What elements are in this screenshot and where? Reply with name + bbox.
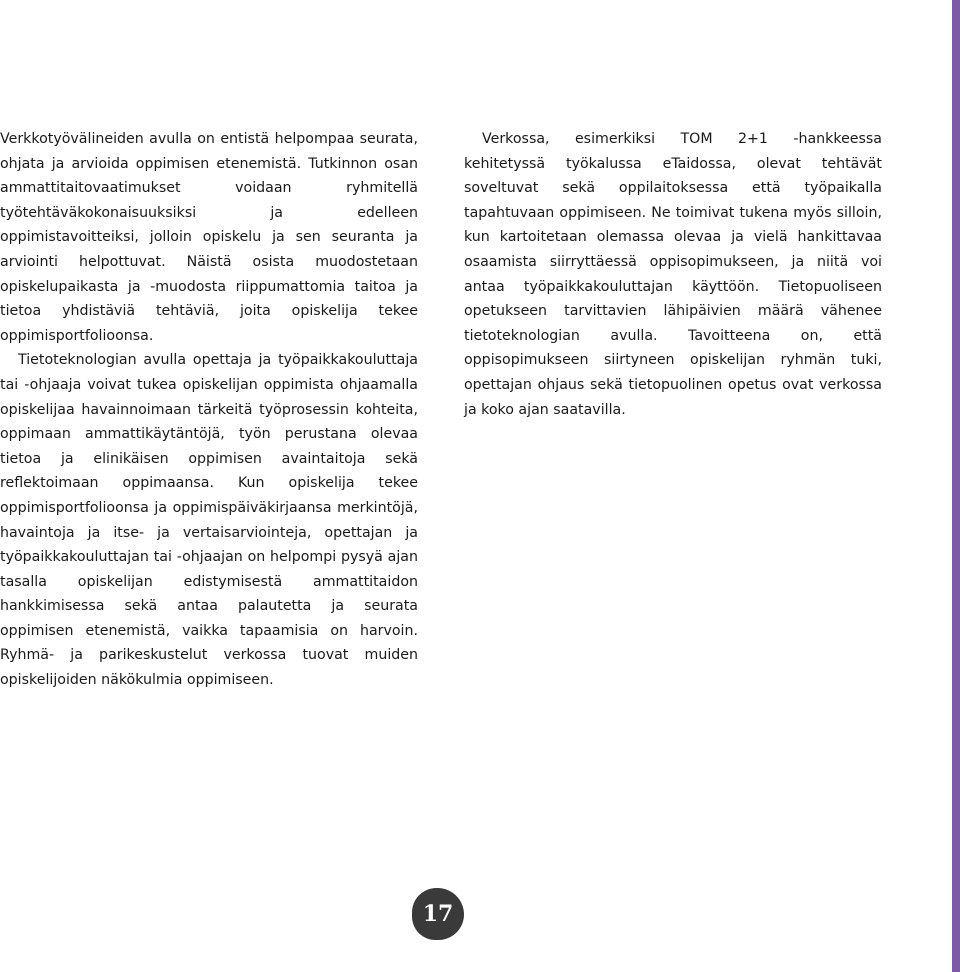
left-paragraph-2: Tietoteknologian avulla opettaja ja työpaikkakouluttaja tai -ohjaaja voivat tukea opiskelijan oppimista ohjaamalla opiskelijaa havainnoimaan tärkeitä työprosessin kohteita, oppimaan ammattikäytäntöjä, työn perustana olevaa tietoa ja elinikäisen oppimisen avaintaitoja sekä reflektoimaan oppimaansa. Kun opiskelija tekee oppimisportfolioonsa ja oppimispäiväkirjaansa merkintöjä, havaintoja ja itse- ja vertaisarviointeja, opettajan ja työpaikkakouluttajan tai -ohjaajan on helpompi pysyä ajan tasalla opiskelijan edistymisestä ammattitaidon hankkimisessa sekä antaa palautetta ja seurata oppimisen etenemistä, vaikka tapaamisia on harvoin. Ryhmä- ja parikeskustelut verkossa tuovat muiden opiskelijoiden näkökulmia oppimiseen. (0, 352, 418, 689)
left-text-column (0, 127, 418, 693)
left-paragraph-1: Verkkotyövälineiden avulla on entistä helpompaa seurata, ohjata ja arvioida oppimisen etenemistä. Tutkinnon osan ammattitaitovaatimukset voidaan ryhmitellä työtehtäväkokonaisuuksiksi ja edelleen oppimistavoitteiksi, jolloin opiskelu ja sen seuranta ja arviointi helpottuvat. Näistä osista muodostetaan opiskelupaikasta ja -muodosta riippumattomia taitoa ja tietoa yhdistäviä tehtäviä, joita opiskelija tekee oppimisportfolioonsa. (0, 131, 418, 344)
page-number-badge: 17 (412, 888, 464, 940)
right-text-column (464, 127, 882, 422)
right-paragraph-1: Verkossa, esimerkiksi TOM 2+1 -hankkeessa kehitetyssä työkalussa eTaidossa, olevat tehtävät soveltuvat sekä oppilaitoksessa että työpaikalla tapahtuvaan oppimiseen. Ne toimivat tukena myös silloin, kun kartoitetaan olemassa olevaa ja vielä hankittavaa osaamista siirryttäessä oppisopimukseen, ja niitä voi antaa työpaikkakouluttajan käyttöön. Tietopuoliseen opetukseen tarvittavien lähipäivien määrä vähenee tietoteknologian avulla. Tavoitteena on, että oppisopimukseen siirtyneen opiskelijan ryhmän tuki, opettajan ohjaus sekä tietopuolinen opetus ovat verkossa ja koko ajan saatavilla. (464, 131, 882, 418)
page-edge-stripe (952, 0, 960, 972)
